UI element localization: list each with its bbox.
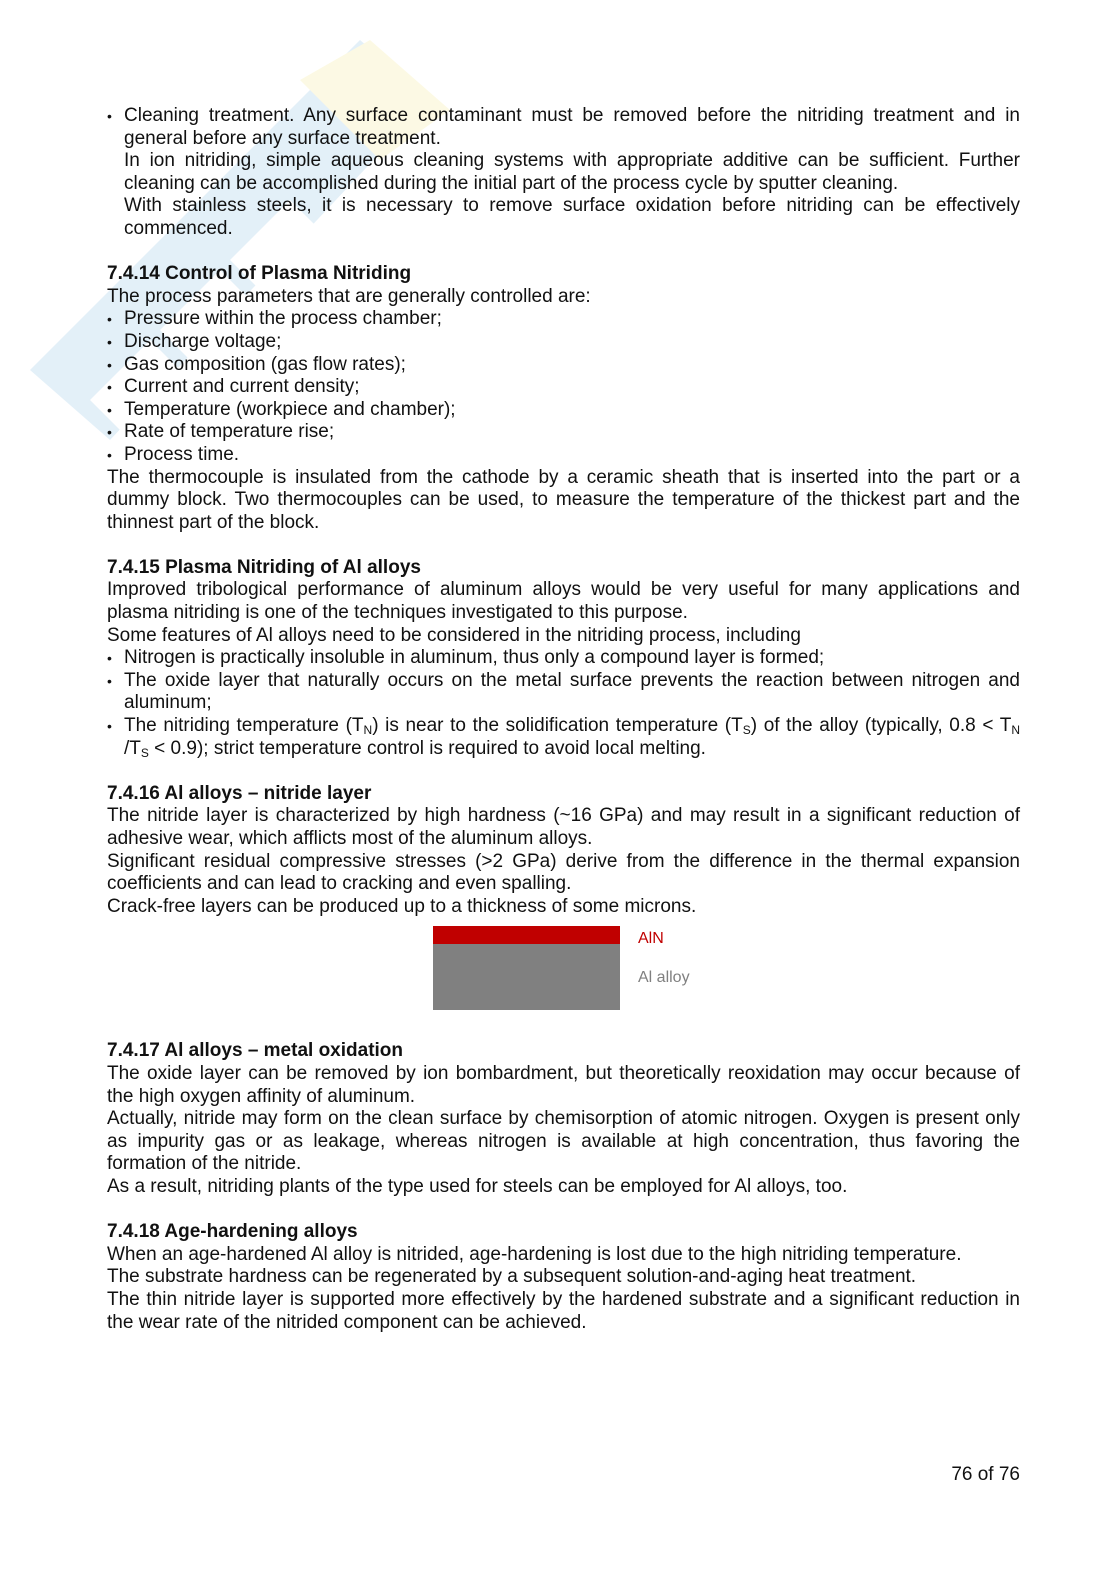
subscript: S xyxy=(742,723,751,738)
section-paragraph: Some features of Al alloys need to be considered in the nitriding process, including xyxy=(107,624,801,646)
section-heading: 7.4.17 Al alloys – metal oxidation xyxy=(107,1040,404,1062)
section-paragraph: The thermocouple is insulated from the cathode by a ceramic sheath that is inserted into the part or a dummy block. Two thermocouples can be used, to measure the temperature of the thickest part and the thinnest part of the block. xyxy=(107,466,1020,533)
page-number: 76 of 76 xyxy=(951,1464,1020,1485)
section-7-4-14 xyxy=(107,263,1020,534)
list-item: • Process time. xyxy=(107,444,1020,467)
list-item: • Pressure within the process chamber; xyxy=(107,308,1020,331)
section-heading: 7.4.16 Al alloys – nitride layer xyxy=(107,782,372,804)
section-paragraph: The thin nitride layer is supported more effectively by the hardened substrate and a significant reduction in the wear rate of the nitrided component can be achieved. xyxy=(107,1288,1020,1333)
list-item xyxy=(107,105,1020,241)
list-item: • Discharge voltage; xyxy=(107,331,1020,354)
aln-layer-bar xyxy=(433,926,620,944)
section-7-4-18 xyxy=(107,1221,1020,1334)
subscript: S xyxy=(140,745,149,760)
section-paragraph: When an age-hardened Al alloy is nitrided, age-hardening is lost due to the high nitriding temperature. xyxy=(107,1243,962,1265)
list-item: • Current and current density; xyxy=(107,376,1020,399)
subscript: N xyxy=(363,723,373,738)
list-item: • Nitrogen is practically insoluble in aluminum, thus only a compound layer is formed; xyxy=(107,647,1020,670)
parameter-list xyxy=(107,308,1020,466)
list-item: • Gas composition (gas flow rates); xyxy=(107,354,1020,377)
text-fragment: /T xyxy=(124,737,141,759)
section-paragraph: Crack-free layers can be produced up to a thickness of some microns. xyxy=(107,895,697,917)
section-heading: 7.4.18 Age-hardening alloys xyxy=(107,1221,358,1243)
section-paragraph: The substrate hardness can be regenerated by a subsequent solution-and-aging heat treatment. xyxy=(107,1266,917,1288)
section-lead: The process parameters that are generally controlled are: xyxy=(107,285,591,307)
section-7-4-15 xyxy=(107,557,1020,760)
section-paragraph: Significant residual compressive stresses (>2 GPa) derive from the difference in the thermal expansion coefficients and can lead to cracking and even spalling. xyxy=(107,850,1020,895)
section-heading: 7.4.15 Plasma Nitriding of Al alloys xyxy=(107,556,421,578)
al-alloy-substrate-bar xyxy=(433,944,620,1010)
text-fragment: < 0.9); strict temperature control is required to avoid local melting. xyxy=(148,737,706,759)
section-7-4-16 xyxy=(107,783,1020,919)
section-paragraph: The oxide layer can be removed by ion bombardment, but theoretically reoxidation may occur because of the high oxygen affinity of aluminum. xyxy=(107,1062,1020,1107)
cleaning-list xyxy=(107,105,1020,241)
document-body xyxy=(107,105,1020,1334)
section-7-4-17 xyxy=(107,1040,1020,1198)
section-paragraph: The nitride layer is characterized by high hardness (~16 GPa) and may result in a significant reduction of adhesive wear, which afflicts most of the aluminum alloys. xyxy=(107,805,1020,849)
subscript: N xyxy=(1011,723,1020,738)
section-paragraph: As a result, nitriding plants of the type used for steels can be employed for Al alloys, too. xyxy=(107,1175,848,1197)
al-alloy-label: Al alloy xyxy=(638,969,690,987)
nitride-layer-figure xyxy=(107,926,1020,1026)
section-paragraph: Actually, nitride may form on the clean surface by chemisorption of atomic nitrogen. Oxygen is present only as impurity gas or as leakage, whereas nitrogen is available at high concentration, thus favoring the formation of the nitride. xyxy=(107,1108,1020,1175)
text-fragment: ) is near to the solidification temperature (T xyxy=(372,715,743,737)
cleaning-paragraph-2: In ion nitriding, simple aqueous cleaning systems with appropriate additive can be sufficient. Further cleaning can be accomplished during the initial part of the process cycle by sputter cleaning. xyxy=(124,150,1020,194)
text-fragment: The nitriding temperature (T xyxy=(124,715,364,737)
section-heading: 7.4.14 Control of Plasma Nitriding xyxy=(107,263,412,285)
feature-list xyxy=(107,647,1020,760)
text-fragment: ) of the alloy (typically, 0.8 < T xyxy=(750,715,1012,737)
aln-label: AlN xyxy=(638,930,664,948)
cleaning-paragraph-3: With stainless steels, it is necessary to remove surface oxidation before nitriding can be effectively commenced. xyxy=(124,195,1020,239)
list-item xyxy=(107,715,1020,760)
cleaning-paragraph-1: • Cleaning treatment. Any surface contaminant must be removed before the nitriding treatment and in general before any surface treatment. xyxy=(124,105,1020,149)
section-paragraph: Improved tribological performance of aluminum alloys would be very useful for many applications and plasma nitriding is one of the techniques investigated to this purpose. xyxy=(107,579,1020,624)
list-item: • The oxide layer that naturally occurs on the metal surface prevents the reaction between nitrogen and aluminum; xyxy=(107,670,1020,715)
list-item: • Temperature (workpiece and chamber); xyxy=(107,399,1020,422)
list-item: • Rate of temperature rise; xyxy=(107,421,1020,444)
